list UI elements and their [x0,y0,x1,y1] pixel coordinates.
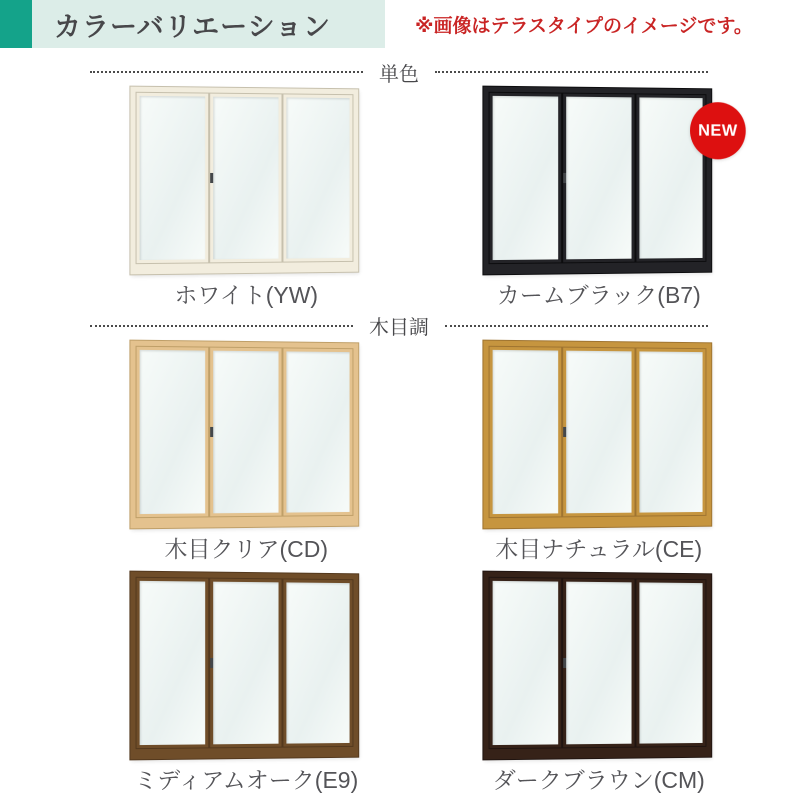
window-sash-right [282,347,353,516]
products-row-3 [0,573,800,795]
section-divider-solid-color [0,60,800,84]
dotted-line [435,71,708,73]
window-glass [286,351,350,512]
page-title: カラーバリエーション [54,11,332,42]
product-label: 木目クリア(CD) [164,535,329,562]
window-sash-left [136,92,210,264]
window-glass [140,581,206,745]
window-image-wood-clear [131,340,359,528]
products-row-2 [0,342,800,564]
product-card-medium-oak [70,573,423,795]
dotted-line [90,71,363,73]
window-sash-left [488,92,562,264]
window-glass [492,96,558,260]
product-label: ダークブラウン(CM) [492,767,705,794]
window-glass [566,350,631,513]
window-handle [211,173,214,183]
window-glass [286,583,350,744]
section-label-wood-grain: 木目調 [369,317,429,340]
window-glass [566,582,631,745]
window-glass [639,583,703,744]
window-glass [492,581,558,745]
product-card-wood-natural [423,342,776,564]
image-disclaimer-note: ※画像はテラスタイプのイメージです。 [415,15,753,37]
products-row-1 [0,88,800,310]
section-label-solid: 単色 [379,63,419,86]
product-card-white [70,88,423,310]
window-glass [140,349,206,513]
header-title-box [32,0,385,48]
window-sash-middle [562,346,635,517]
window-sash-left [488,577,562,749]
dotted-line [90,325,353,327]
window-sash-middle [210,346,283,517]
dotted-line [445,325,708,327]
product-card-dark-brown [423,573,776,795]
window-frame [131,87,359,275]
window-glass [214,350,279,513]
window-image-wood-natural [483,340,711,528]
product-label: 木目ナチュラル(CE) [495,535,703,562]
window-sash-left [488,345,562,517]
window-sash-right [282,579,353,748]
window-image-white [131,87,359,275]
window-image-medium-oak [131,572,359,760]
window-sash-left [136,577,210,749]
window-handle [211,427,214,437]
window-frame [483,572,711,760]
window-glass [214,582,279,745]
window-handle [563,173,566,183]
product-label: ミディアムオーク(E9) [134,767,359,794]
window-glass [639,351,703,512]
window-sash-right [635,579,706,748]
window-sash-middle [210,93,283,264]
window-frame [483,340,711,528]
window-glass [492,349,558,513]
header-bar [0,0,800,48]
window-handle [211,658,214,668]
window-glass [140,96,206,260]
window-sash-right [635,347,706,516]
header-accent-square [0,0,32,48]
window-sash-middle [562,93,635,264]
new-badge: NEW [690,102,746,159]
window-frame [131,340,359,528]
window-glass [214,97,279,260]
window-handle [563,658,566,668]
window-image-dark-brown [483,572,711,760]
product-label: カームブラック(B7) [496,282,701,308]
window-image-calm-black [483,87,738,275]
product-card-calm-black [423,88,776,310]
window-sash-middle [210,578,283,749]
window-sash-right [282,93,353,262]
product-label: ホワイト(YW) [174,282,319,308]
section-divider-wood-grain [0,314,800,338]
window-handle [563,427,566,437]
window-sash-left [136,345,210,517]
product-card-wood-clear [70,342,423,564]
window-glass [286,97,350,258]
window-frame [131,572,359,760]
window-glass [566,97,631,260]
window-sash-middle [562,578,635,749]
window-frame [483,87,711,275]
